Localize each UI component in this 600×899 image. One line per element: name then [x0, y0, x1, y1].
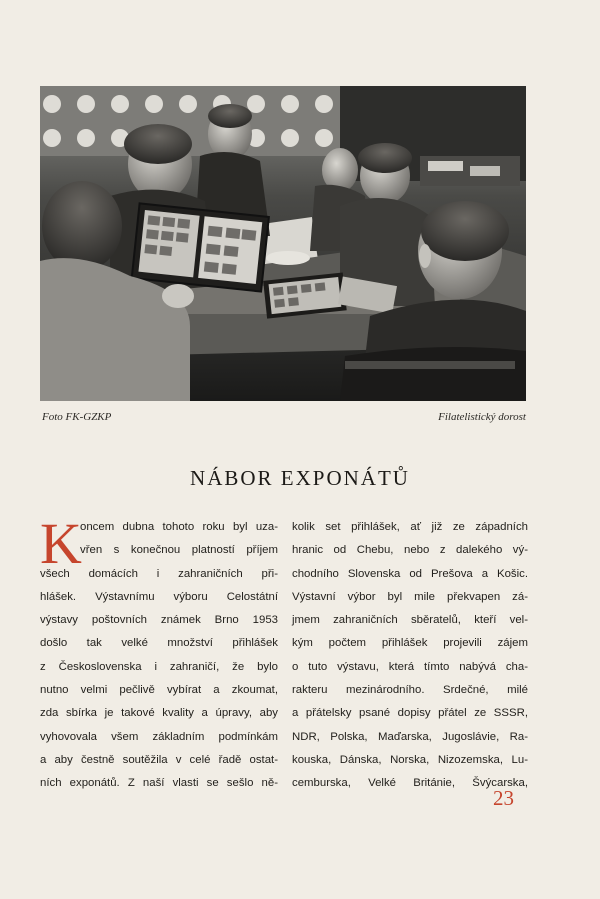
text-line: NDR, Polska, Maďarska, Jugoslávie, Ra- [292, 730, 528, 743]
text-line: a přátelsky psané dopisy přátel ze SSSR, [292, 707, 528, 720]
text-line: kouska, Dánska, Norska, Nizozemska, Lu- [292, 753, 528, 766]
drop-cap: K [40, 511, 82, 576]
text-line: kým počtem přihlášek projevili zájem [292, 637, 528, 650]
article-title: NÁBOR EXPONÁTŮ [190, 466, 410, 490]
photo-credit: Foto FK-GZKP [42, 411, 112, 423]
text-line: chodního Slovenska od Prešova a Košic. [292, 567, 528, 580]
page-number: 23 [493, 786, 514, 810]
text-line: nutno velmi pečlivě vybírat a zkoumat, [40, 684, 278, 697]
text-line: o tuto výstavu, která tímto nabývá cha- [292, 660, 528, 673]
text-line: jmem zahraničních sběratelů, kteří vel- [292, 614, 528, 627]
text-line: vřen s konečnou platností příjem [80, 544, 278, 557]
text-line: Výstavní výbor byl mile překvapen zá- [292, 590, 528, 603]
text-line: cemburska, Velké Británie, Švýcarska, [292, 777, 528, 790]
text-column-right [292, 516, 528, 796]
text-line: zda sbírka je takové kvality a úpravy, aby [40, 707, 278, 720]
text-column-left [40, 511, 278, 796]
text-line: došlo tak velké množství přihlášek [40, 637, 278, 650]
text-line: oncem dubna tohoto roku byl uza- [80, 521, 278, 533]
text-line: hlášek. Výstavnímu výboru Celostátní [40, 590, 278, 603]
text-line: hranic od Chebu, nebo z dalekého vý- [292, 544, 528, 557]
text-line: výstavy poštovních známek Brno 1953 [40, 614, 278, 627]
text-line: z Československa i zahraničí, že bylo [40, 660, 278, 673]
photo-children-stamp-collectors [40, 86, 526, 401]
text-line: všech domácích i zahraničních při- [40, 567, 278, 580]
text-line: vyhovovala všem základním podmínkám [40, 730, 278, 743]
photo-caption: Filatelistický dorost [438, 411, 526, 423]
text-line: a aby čestně soutěžila v celé řadě ostat- [40, 753, 278, 766]
text-line: rakteru mezinárodního. Srdečné, milé [292, 684, 528, 697]
text-line: kolik set přihlášek, ať již ze západních [292, 521, 528, 533]
text-line: ních exponátů. Z naší vlasti se sešlo ně- [40, 777, 278, 790]
